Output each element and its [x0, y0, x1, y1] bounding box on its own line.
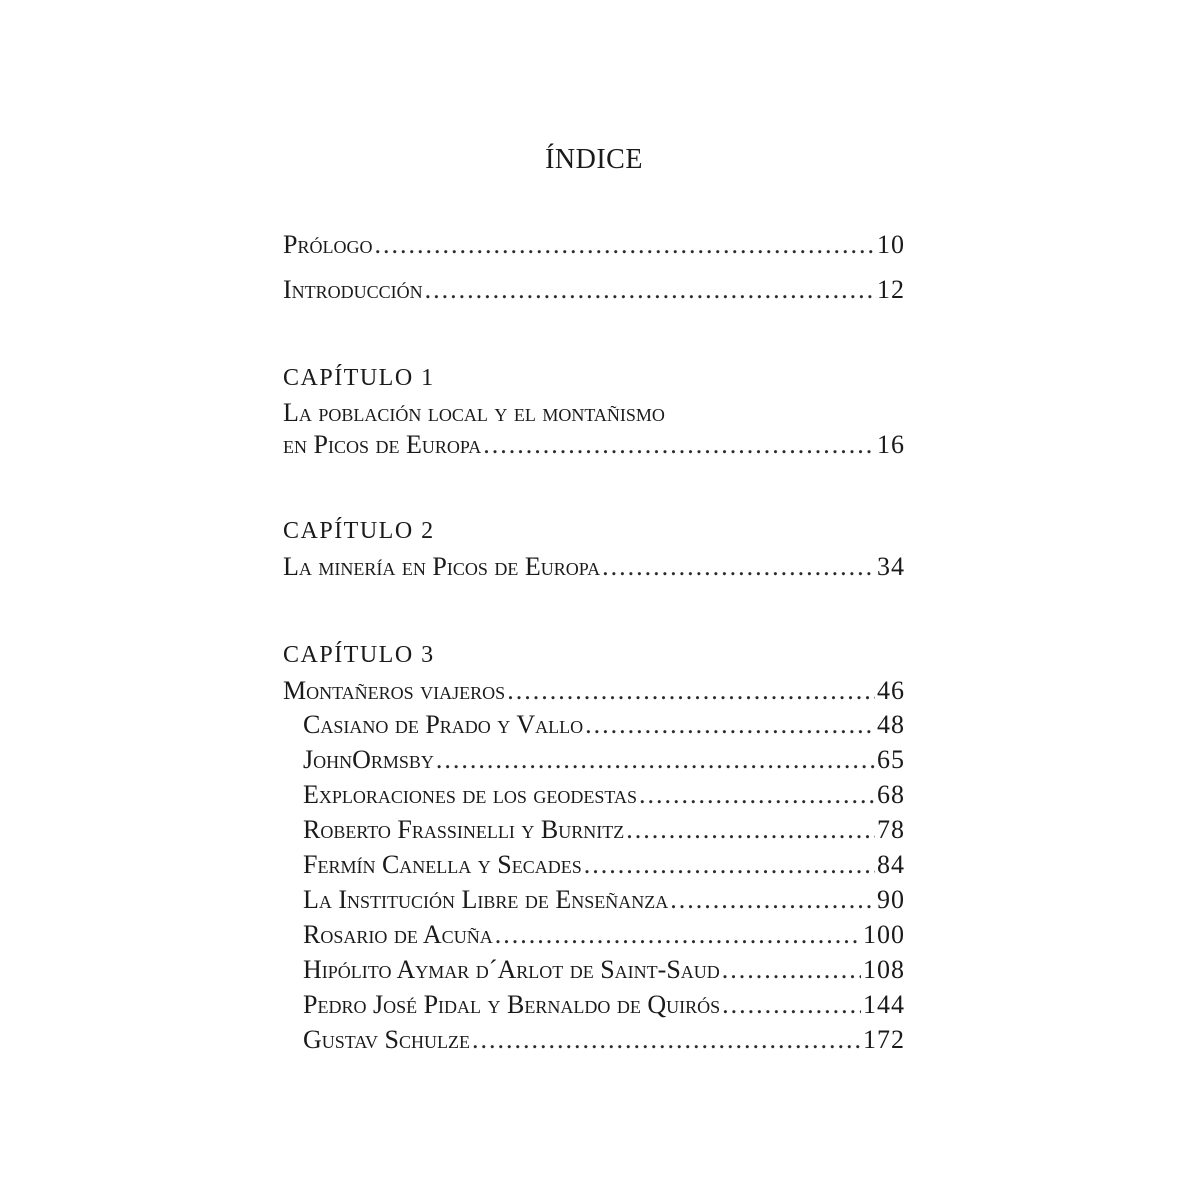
dot-leader: [425, 275, 875, 305]
toc-page-number: 68: [877, 780, 905, 809]
chapter-3-heading: CAPÍTULO 3: [283, 642, 435, 668]
toc-page-number: 100: [863, 920, 905, 949]
dot-leader: [722, 955, 861, 985]
toc-entry-label: Rosario de Acuña: [303, 920, 493, 949]
toc-subentry: [303, 850, 905, 880]
dot-leader: [626, 815, 875, 845]
toc-entry-label: Prólogo: [283, 230, 373, 259]
toc-page-number: 34: [877, 552, 905, 581]
toc-entry-label: Fermín Canella y Secades: [303, 850, 582, 879]
toc-page-number: 78: [877, 815, 905, 844]
toc-page-number: 12: [877, 275, 905, 304]
toc-entry-prologo: [283, 230, 905, 260]
toc-entry-label: JohnOrmsby: [303, 745, 434, 774]
toc-subentry: [303, 745, 905, 775]
dot-leader: [585, 710, 875, 740]
toc-page-number: 65: [877, 745, 905, 774]
page-title: ÍNDICE: [545, 144, 643, 175]
dot-leader: [639, 780, 875, 810]
toc-page-number: 10: [877, 230, 905, 259]
toc-subentry: [303, 955, 905, 985]
dot-leader: [584, 850, 875, 880]
toc-subentry: [303, 815, 905, 845]
toc-subentry: [303, 1025, 905, 1055]
toc-subentry: [303, 710, 905, 740]
toc-entry-label: Exploraciones de los geodestas: [303, 780, 637, 809]
toc-subentry: [303, 780, 905, 810]
toc-page-number: 46: [877, 676, 905, 705]
toc-entry-chapter-1: [283, 430, 905, 460]
toc-entry-label: Gustav Schulze: [303, 1025, 470, 1054]
toc-subentry: [303, 885, 905, 915]
toc-subentry: [303, 920, 905, 950]
toc-page-number: 144: [863, 990, 905, 1019]
toc-entry-label: La minería en Picos de Europa: [283, 552, 601, 581]
dot-leader: [670, 885, 875, 915]
toc-entry-label: La Institución Libre de Enseñanza: [303, 885, 669, 914]
dot-leader: [472, 1025, 861, 1055]
toc-entry-label: Hipólito Aymar d´Arlot de Saint-Saud: [303, 955, 720, 984]
toc-page-number: 84: [877, 850, 905, 879]
toc-page-number: 172: [863, 1025, 905, 1054]
dot-leader: [495, 920, 861, 950]
toc-entry-label: Introducción: [283, 275, 423, 304]
toc-subentry: [303, 990, 905, 1020]
toc-page-number: 108: [863, 955, 905, 984]
toc-page-number: 16: [877, 430, 905, 459]
dot-leader: [374, 230, 875, 260]
toc-entry-label: Pedro José Pidal y Bernaldo de Quirós: [303, 990, 721, 1019]
dot-leader: [436, 745, 875, 775]
chapter-2-heading: CAPÍTULO 2: [283, 518, 435, 544]
chapter-1-title-line: La población local y el montañismo: [283, 398, 665, 427]
toc-entry-label: Montañeros viajeros: [283, 676, 506, 705]
dot-leader: [507, 676, 875, 706]
chapter-1-heading: CAPÍTULO 1: [283, 365, 435, 391]
toc-page-number: 48: [877, 710, 905, 739]
toc-entry-introduccion: [283, 275, 905, 305]
toc-entry-label: en Picos de Europa: [283, 430, 482, 459]
toc-entry-chapter-2: [283, 552, 905, 582]
toc-entry-chapter-3: [283, 676, 905, 706]
toc-page-number: 90: [877, 885, 905, 914]
toc-entry-label: Roberto Frassinelli y Burnitz: [303, 815, 625, 844]
toc-entry-label: Casiano de Prado y Vallo: [303, 710, 584, 739]
dot-leader: [483, 430, 875, 460]
dot-leader: [602, 552, 875, 582]
dot-leader: [722, 990, 861, 1020]
